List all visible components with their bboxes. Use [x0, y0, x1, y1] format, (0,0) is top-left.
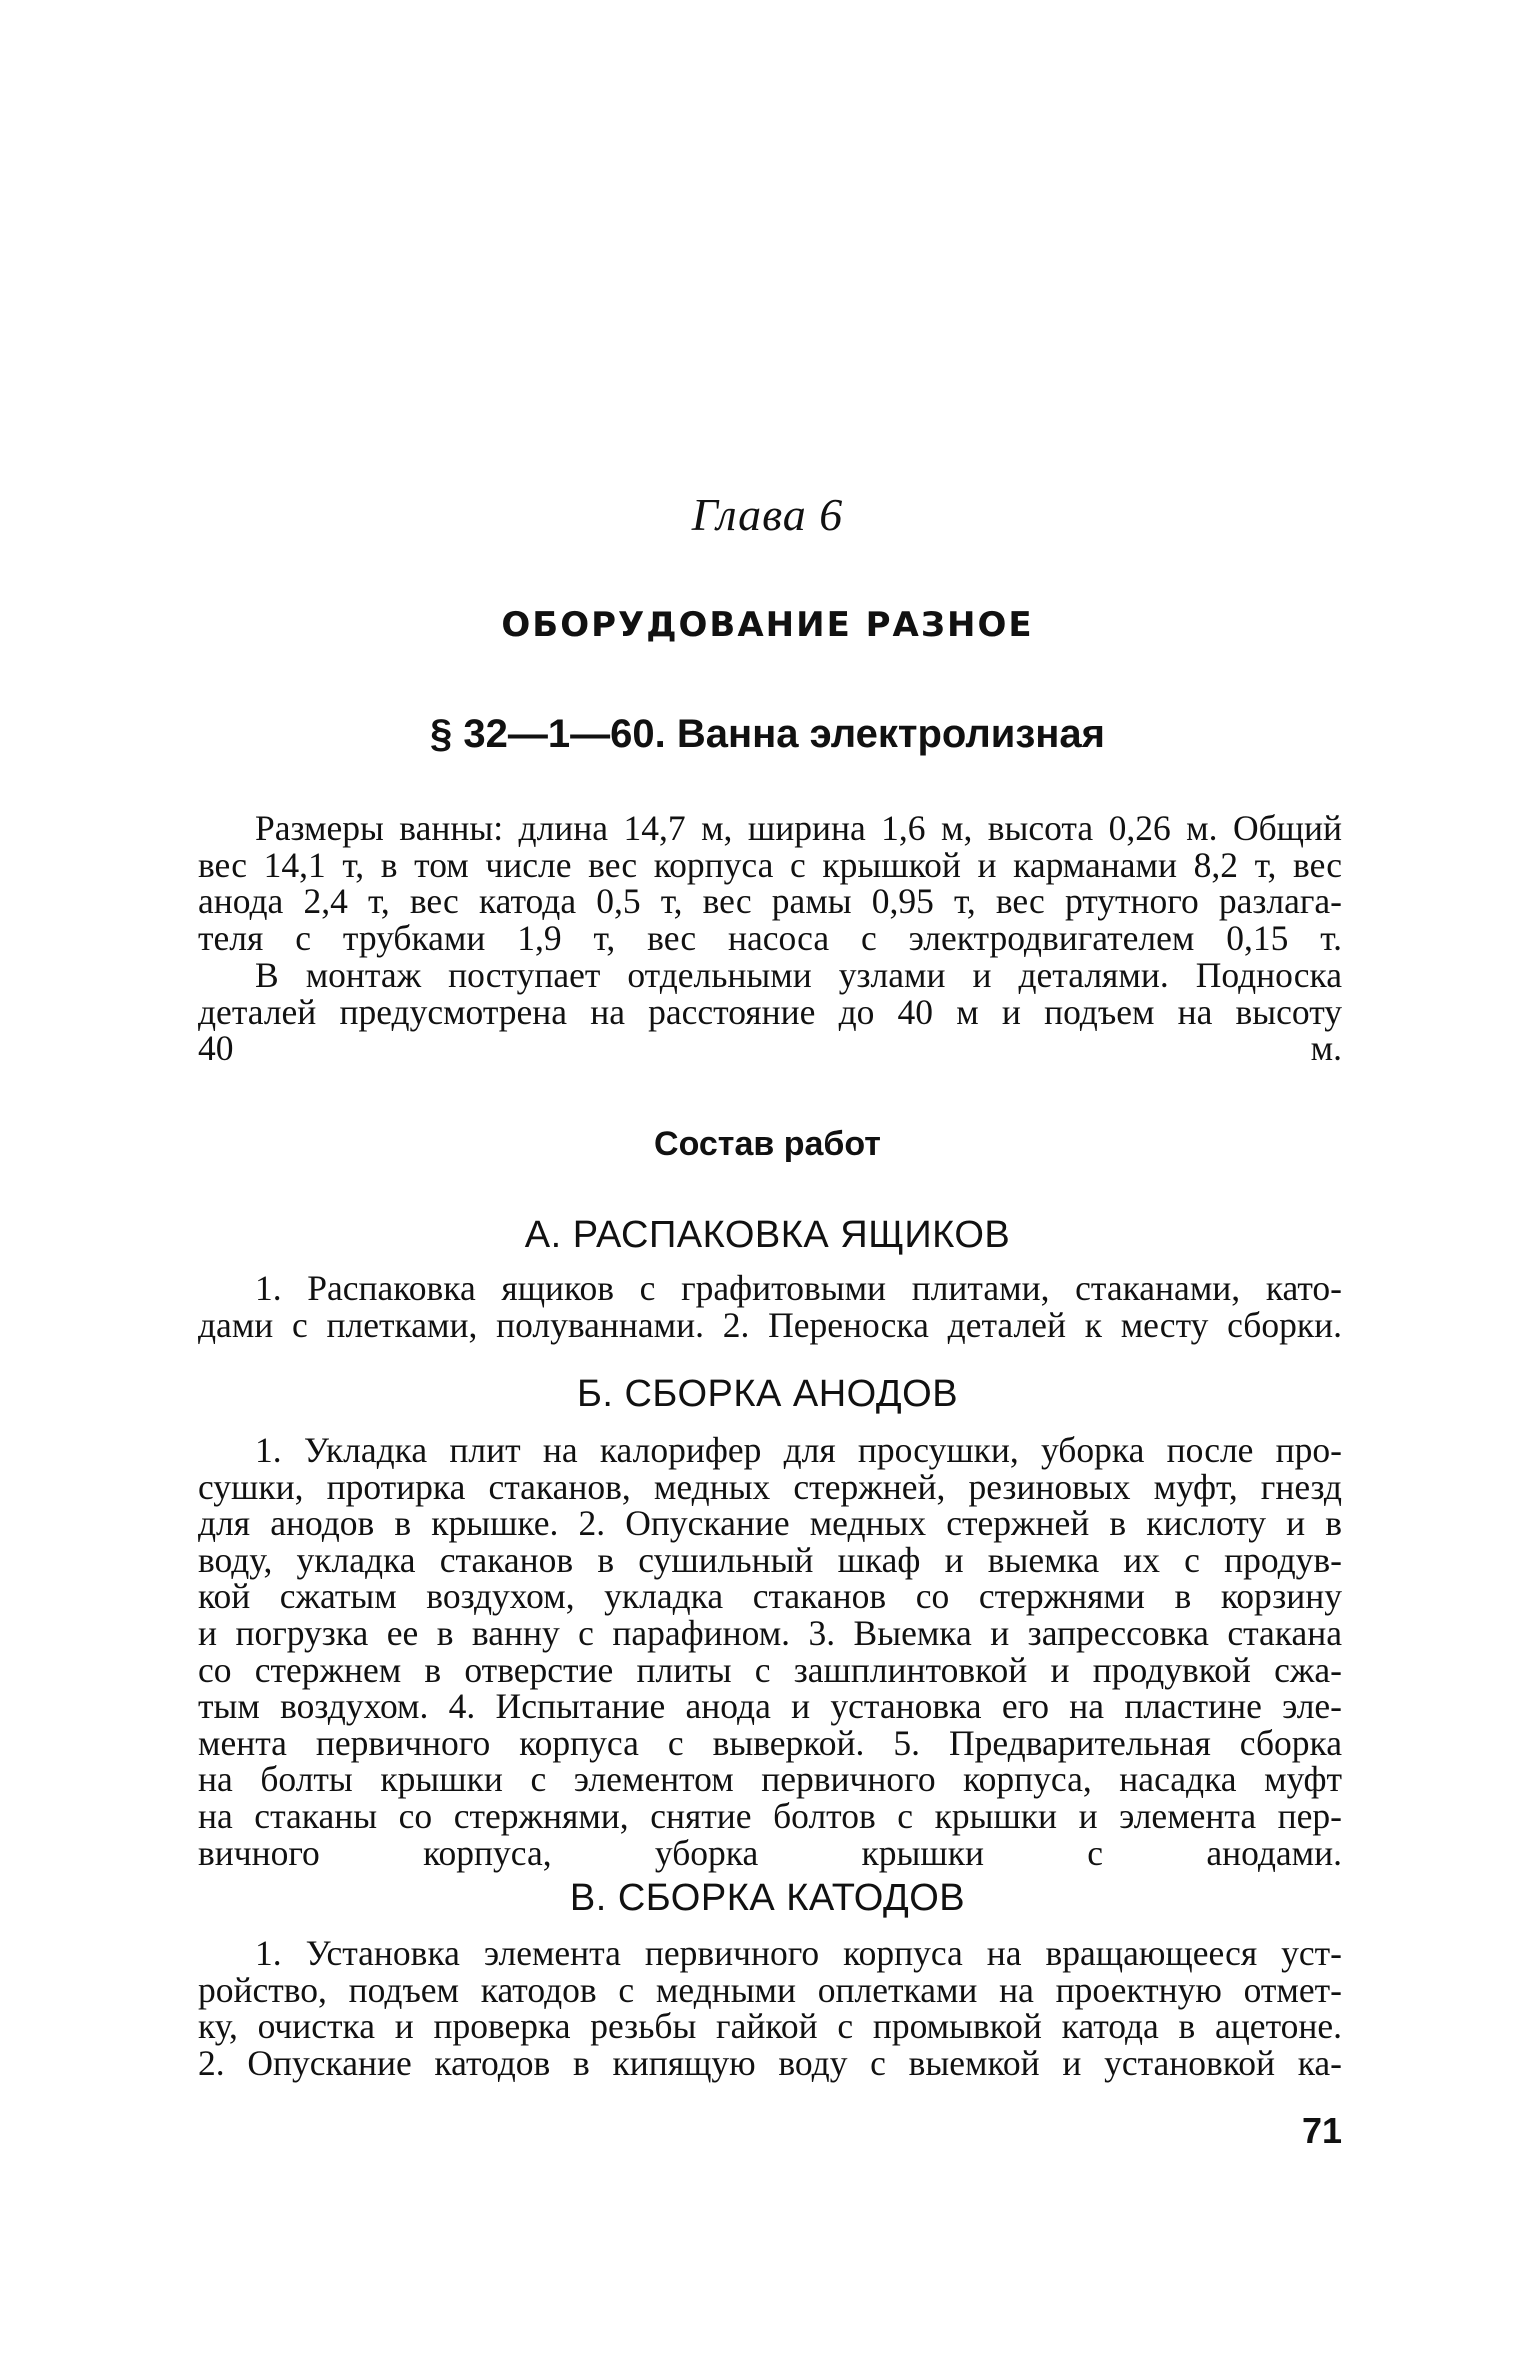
chapter-label: Глава 6	[691, 489, 844, 540]
text-line: на болты крышки с элементом первичного корпуса, насадка муфт	[198, 1759, 1342, 1800]
chapter-title: ОБОРУДОВАНИЕ РАЗНОЕ	[501, 605, 1034, 645]
text-line: 2. Опускание катодов в кипящую воду с выемкой и установкой ка-	[198, 2042, 1342, 2083]
text-line: сушки, протирка стаканов, медных стержней, резиновых муфт, гнезд	[198, 1466, 1342, 1507]
text-line: ройство, подъем катодов с медными оплетками на проектную отмет-	[198, 1969, 1342, 2010]
section-b-paragraph	[198, 1432, 1342, 1871]
text-line: воду, укладка стаканов в сушильный шкаф и выемка их с продув-	[198, 1539, 1342, 1580]
section-a-heading: А. РАСПАКОВКА ЯЩИКОВ	[524, 1214, 1011, 1256]
work-composition-heading: Состав работ	[654, 1125, 881, 1163]
text-line: вичного корпуса, уборка крышки с анодами.	[198, 1832, 1342, 1873]
text-line: деталей предусмотрена на расстояние до 40 м и подъем на высоту	[198, 991, 1342, 1032]
section-b-heading: Б. СБОРКА АНОДОВ	[576, 1373, 959, 1415]
text-line: Размеры ванны: длина 14,7 м, ширина 1,6 м, высота 0,26 м. Общий	[255, 808, 1342, 848]
delivery-paragraph	[198, 957, 1342, 1067]
text-line: 1. Укладка плит на калорифер для просушки, уборка после про-	[255, 1430, 1342, 1470]
intro-paragraph	[198, 810, 1342, 956]
text-line: мента первичного корпуса с выверкой. 5. Предварительная сборка	[198, 1722, 1342, 1763]
text-line: В монтаж поступает отдельными узлами и деталями. Подноска	[255, 955, 1342, 995]
text-line: теля с трубками 1,9 т, вес насоса с электродвигателем 0,15 т.	[198, 917, 1342, 958]
text-line: кой сжатым воздухом, укладка стаканов со стержнями в корзину	[198, 1576, 1342, 1617]
text-line: со стержнем в отверстие плиты с зашплинтовкой и продувкой сжа-	[198, 1649, 1342, 1690]
page-number: 71	[1301, 2110, 1342, 2151]
text-line: 1. Распаковка ящиков с графитовыми плитами, стаканами, като-	[255, 1268, 1342, 1308]
section-title: § 32—1—60. Ванна электролизная	[430, 712, 1105, 756]
text-line: на стаканы со стержнями, снятие болтов с крышки и элемента пер-	[198, 1795, 1342, 1836]
section-a-paragraph	[198, 1270, 1342, 1343]
text-line: тым воздухом. 4. Испытание анода и установка его на пластине эле-	[198, 1686, 1342, 1727]
text-line: анода 2,4 т, вес катода 0,5 т, вес рамы 0,95 т, вес ртутного разлага-	[198, 881, 1342, 922]
section-c-paragraph	[198, 1935, 1342, 2081]
text-line: дами с плетками, полуваннами. 2. Переноска деталей к месту сборки.	[198, 1304, 1342, 1345]
text-line: 40 м.	[198, 1028, 1342, 1069]
section-c-heading: В. СБОРКА КАТОДОВ	[569, 1877, 966, 1919]
text-line: для анодов в крышке. 2. Опускание медных стержней в кислоту и в	[198, 1503, 1342, 1544]
text-line: и погрузка ее в ванну с парафином. 3. Выемка и запрессовка стакана	[198, 1612, 1342, 1653]
text-line: 1. Установка элемента первичного корпуса на вращающееся уст-	[255, 1933, 1342, 1973]
text-line: ку, очистка и проверка резьбы гайкой с промывкой катода в ацетоне.	[198, 2006, 1342, 2047]
text-line: вес 14,1 т, в том числе вес корпуса с крышкой и карманами 8,2 т, вес	[198, 844, 1342, 885]
